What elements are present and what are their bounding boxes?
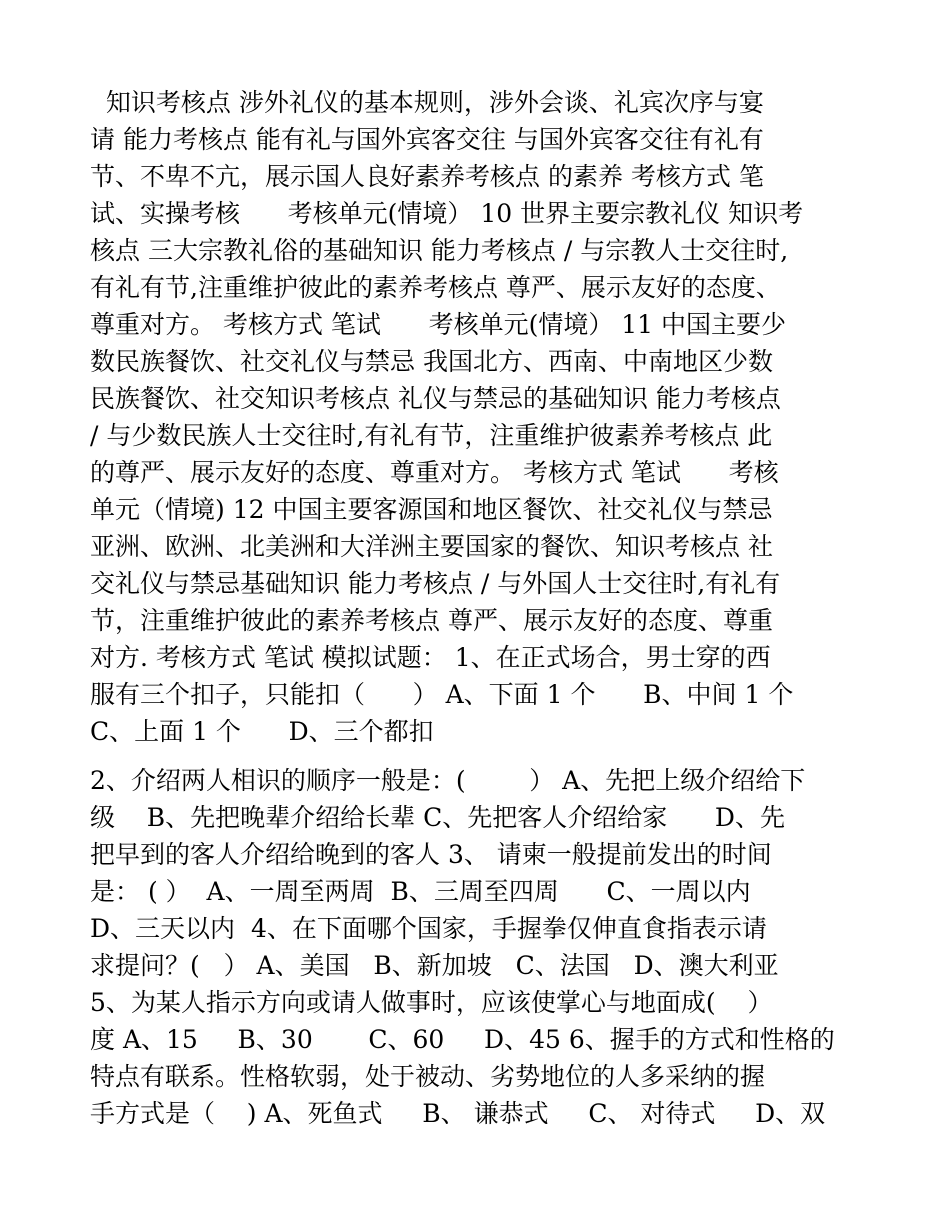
text-line: C、上面 1 个 D、三个都扣 bbox=[90, 717, 434, 746]
text-line: 亚洲、欧洲、北美洲和大洋洲主要国家的餐饮、知识考核点 社 bbox=[90, 532, 773, 561]
text-line: 手方式是（ ) A、死鱼式 B、 谦恭式 C、 对待式 D、双 bbox=[90, 1099, 826, 1128]
text-line: 单元（情境) 12 中国主要客源国和地区餐饮、社交礼仪与禁忌 bbox=[90, 495, 773, 524]
text-line: 是： ( ） A、一周至两周 B、三周至四周 C、一周以内 bbox=[90, 877, 751, 906]
paragraph-mock-questions bbox=[90, 762, 870, 1132]
text-line: 2、介绍两人相识的顺序一般是：( ） A、先把上级介绍给下 bbox=[90, 766, 806, 795]
text-line: 对方. 考核方式 笔试 模拟试题： 1、在正式场合，男士穿的西 bbox=[90, 643, 771, 672]
text-line: / 与少数民族人士交往时,有礼有节，注重维护彼素养考核点 此 bbox=[90, 421, 773, 450]
text-line: 知识考核点 涉外礼仪的基本规则，涉外会谈、礼宾次序与宴 bbox=[90, 88, 764, 117]
text-line: 的尊严、展示友好的态度、尊重对方。 考核方式 笔试 考核 bbox=[90, 458, 779, 487]
text-line: 特点有联系。性格软弱，处于被动、劣势地位的人多采纳的握 bbox=[90, 1062, 766, 1091]
text-line: 5、为某人指示方向或请人做事时，应该使掌心与地面成( ） bbox=[90, 988, 773, 1017]
paragraph-exam-outline bbox=[90, 84, 870, 750]
text-line: 数民族餐饮、社交礼仪与禁忌 我国北方、西南、中南地区少数 bbox=[90, 347, 773, 376]
text-line: 请 能力考核点 能有礼与国外宾客交往 与国外宾客交往有礼有 bbox=[90, 125, 764, 154]
document-page bbox=[90, 84, 870, 1132]
text-line: 尊重对方。 考核方式 笔试 考核单元(情境） 11 中国主要少 bbox=[90, 310, 787, 339]
text-line: 试、实操考核 考核单元(情境） 10 世界主要宗教礼仪 知识考 bbox=[90, 199, 804, 228]
text-line: 节、不卑不亢，展示国人良好素养考核点 的素养 考核方式 笔 bbox=[90, 162, 764, 191]
text-line: 度 A、15 B、30 C、60 D、45 6、握手的方式和性格的 bbox=[90, 1025, 835, 1054]
text-line: 服有三个扣子，只能扣（ ） A、下面 1 个 B、中间 1 个 bbox=[90, 680, 794, 709]
text-line: 把早到的客人介绍给晚到的客人 3、 请柬一般提前发出的时间 bbox=[90, 840, 772, 869]
text-line: 有礼有节,注重维护彼此的素养考核点 尊严、展示友好的态度、 bbox=[90, 273, 781, 302]
text-line: 求提问？( ） A、美国 B、新加坡 C、法国 D、澳大利亚 bbox=[90, 951, 779, 980]
text-line: D、三天以内 4、在下面哪个国家，手握拳仅伸直食指表示请 bbox=[90, 914, 767, 943]
text-line: 节，注重维护彼此的素养考核点 尊严、展示友好的态度、尊重 bbox=[90, 606, 773, 635]
text-line: 交礼仪与禁忌基础知识 能力考核点 / 与外国人士交往时,有礼有 bbox=[90, 569, 781, 598]
text-line: 核点 三大宗教礼俗的基础知识 能力考核点 / 与宗教人士交往时, bbox=[90, 236, 789, 265]
text-line: 级 B、先把晚辈介绍给长辈 C、先把客人介绍给家 D、先 bbox=[90, 803, 785, 832]
text-line: 民族餐饮、社交知识考核点 礼仪与禁忌的基础知识 能力考核点 bbox=[90, 384, 781, 413]
